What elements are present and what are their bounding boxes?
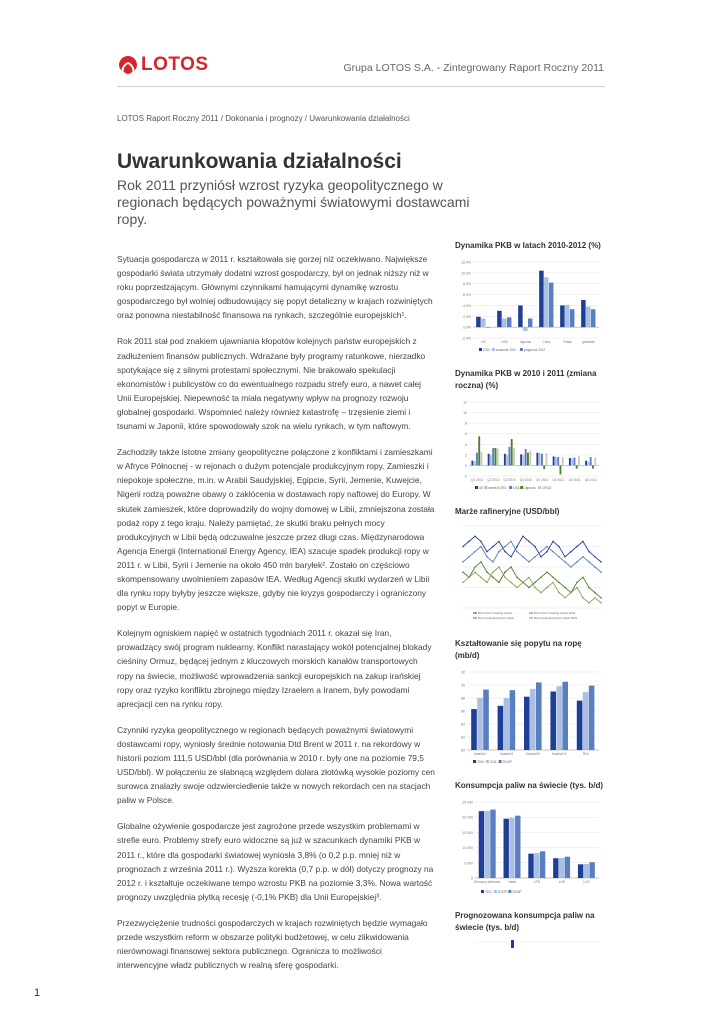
legend-label: Brent FCC Cracking margin xyxy=(478,611,513,615)
line-point xyxy=(486,556,488,558)
line-point xyxy=(468,541,470,543)
bar xyxy=(507,317,512,327)
bar xyxy=(528,854,533,878)
x-tick-label: Benzyny silnikowe xyxy=(474,880,501,884)
line-point xyxy=(510,582,512,584)
line-point xyxy=(546,571,548,573)
line-point xyxy=(600,597,602,599)
legend-label: 2010 xyxy=(477,760,485,764)
legend-label: 2012P xyxy=(497,890,508,894)
line-point xyxy=(510,556,512,558)
bar xyxy=(576,465,578,468)
line-point xyxy=(510,566,512,568)
line-point xyxy=(504,551,506,553)
bar xyxy=(562,457,564,465)
x-tick-label: Q1 2010 xyxy=(471,478,484,482)
report-title: Grupa LOTOS S.A. - Zintegrowany Raport Roczny 2011 xyxy=(343,62,604,74)
bar xyxy=(513,448,515,465)
line-point xyxy=(492,561,494,563)
legend-swatch xyxy=(479,348,482,351)
bar xyxy=(534,853,539,878)
y-tick-label: 5 000 xyxy=(464,861,473,866)
gdp-quarterly-chart xyxy=(455,396,605,492)
y-tick-label: 10 000 xyxy=(462,846,473,851)
gdp-2010-2012-chart xyxy=(455,256,605,354)
bar xyxy=(573,458,575,466)
x-tick-label: LHS xyxy=(558,880,565,884)
y-tick-label: 12,0% xyxy=(461,260,471,265)
y-tick-label: -2,0% xyxy=(461,336,471,341)
y-tick-label: 0 xyxy=(465,463,467,468)
x-tick-label: Q1 2011 xyxy=(536,478,549,482)
bar xyxy=(571,459,573,466)
bar xyxy=(476,453,478,466)
line-point xyxy=(600,561,602,563)
line-point xyxy=(546,546,548,548)
line-point xyxy=(564,597,566,599)
bar xyxy=(502,318,507,327)
bar xyxy=(555,457,557,465)
x-tick-label: Q3 2011 xyxy=(568,478,581,482)
line-point xyxy=(588,561,590,563)
bar xyxy=(492,448,494,465)
y-tick-label: 86 xyxy=(461,709,465,714)
line-point xyxy=(516,587,518,589)
line-point xyxy=(576,561,578,563)
x-tick-label: Q4 2010 xyxy=(519,478,532,482)
bar xyxy=(586,307,591,328)
line-point xyxy=(480,541,482,543)
bar xyxy=(577,701,583,750)
bar xyxy=(530,689,536,750)
line-point xyxy=(552,582,554,584)
x-tick-label: Rosja xyxy=(563,340,572,344)
y-tick-label: 0 xyxy=(471,876,473,881)
chart-title: Marże rafineryjne (USD/bbl) xyxy=(455,507,560,516)
bar xyxy=(540,851,545,878)
legend-swatch xyxy=(481,890,484,893)
bar xyxy=(497,449,499,466)
chart-title: Prognozowana konsumpcja paliw na świecie (tys. b/d) xyxy=(455,911,595,932)
line-point xyxy=(588,587,590,589)
lotos-logo[interactable] xyxy=(117,54,209,76)
line-point xyxy=(522,535,524,537)
line-point xyxy=(504,576,506,578)
chart-title: Konsumpcja paliw na świecie (tys. b/d) xyxy=(455,781,604,790)
line-point xyxy=(462,546,464,548)
bar xyxy=(578,864,583,878)
bar xyxy=(550,692,556,751)
x-tick-label: LCO xyxy=(583,880,590,884)
bar xyxy=(515,816,520,878)
x-tick-label: Q4 2011 xyxy=(584,478,597,482)
bar xyxy=(585,461,587,466)
y-tick-label: 4,0% xyxy=(463,303,471,308)
main-text xyxy=(117,252,435,984)
legend-label: 2011 xyxy=(485,890,492,894)
y-tick-label: 90 xyxy=(461,683,465,688)
bar xyxy=(523,327,528,331)
legend-label: Brent FCC Cracking margin 2010 xyxy=(534,611,576,615)
line-point xyxy=(504,571,506,573)
line-point xyxy=(486,582,488,584)
y-tick-label: 0,0% xyxy=(463,325,471,330)
line-point xyxy=(594,592,596,594)
line-point xyxy=(462,561,464,563)
bar xyxy=(528,318,533,327)
line-point xyxy=(486,571,488,573)
chart-title: Dynamika PKB w latach 2010-2012 (%) xyxy=(455,241,601,250)
paragraph: Zachodziły także istotne zmiany geopolityczne połączone z konfliktami i zamieszkami w Afryce Północnej - w rejonach o dużym potencjale produkcyjnym ropy. Zamieszki i niepokoje społeczne, m.in. w Arabii Saudyjskiej, Egipcie, Syrii, Jemenie, Kuwejcie, Nigerii rodzą poważne obawy o zakłócenia w dostawach ropy naftowej do Europy. W skutek zamieszek, które doprowadziły do wojny domowej w Libii, zmniejszona została podaż ropy z tego kraju. Należy pamiętać, że skutki braku pełnych mocy produkcyjnych w Libii będą odczuwalne jeszcze przez długi czas. Międzynarodowa Agencja Energii (International Energy Agency, IEA) szacuje spadek produkcji ropy w 2011 r. w Libii, Syrii i Jemenie na około 450 mln baryłek². Zostało on częściowo skompensowany uwolnieniem zapasów IEA. Według Agencji skutki wydarzeń w Libii dla rynku ropy byłyby jeszcze większe, gdyby nie kryzys gospodarczy i ograniczony popyt w Europie. xyxy=(117,447,435,613)
bar xyxy=(591,309,596,327)
line-point xyxy=(498,566,500,568)
bar xyxy=(581,300,586,327)
legend-swatch xyxy=(492,348,495,351)
bar xyxy=(498,706,504,750)
line-point xyxy=(480,546,482,548)
page-subtitle: Rok 2011 przyniósł wzrost ryzyka geopolitycznego w regionach będących poważnymi światowymi dostawcami ropy. xyxy=(117,177,470,227)
line-point xyxy=(534,587,536,589)
bar xyxy=(559,858,564,878)
legend-label: szacunki 2011 xyxy=(495,348,516,352)
bar xyxy=(511,940,514,948)
bar xyxy=(587,462,589,466)
paragraph: Sytuacja gospodarcza w 2011 r. kształtowała się gorzej niż oczekiwano. Największe gospodarki świata utrzymały dodatni wzrost gospodarczy, był on jednak niższy niż w roku poprzedzającym. Głównymi czynnikami hamującymi dynamikę wzrostu gospodarczego był wolniej odbudowujący się popyt detaliczny w krajach rozwiniętych oraz ponowna niestabilność finansowa na rynkach, szczególnie europejskich¹. xyxy=(117,254,433,321)
line-point xyxy=(558,556,560,558)
bar xyxy=(592,465,594,468)
line-point xyxy=(528,561,530,563)
bar xyxy=(504,454,506,466)
legend-label: Japonia xyxy=(524,486,536,490)
bar xyxy=(509,818,514,878)
line-point xyxy=(600,602,602,604)
line-point xyxy=(546,551,548,553)
legend-swatch xyxy=(520,486,523,489)
x-tick-label: Chiny xyxy=(542,340,551,344)
line-point xyxy=(552,541,554,543)
y-tick-label: 2 xyxy=(465,453,467,458)
line-point xyxy=(570,592,572,594)
y-tick-label: 20 000 xyxy=(462,815,473,820)
line-point xyxy=(570,551,572,553)
legend-swatch xyxy=(475,486,478,489)
forecast-consumption-chart xyxy=(455,938,605,948)
line-point xyxy=(522,582,524,584)
line-point xyxy=(474,551,476,553)
bar xyxy=(483,690,489,750)
legend-label: 2011 xyxy=(489,760,497,764)
paragraph: Kolejnym ogniskiem napięć w ostatnich tygodniach 2011 r. okazał się Iran, prowadzący swój program nuklearny. Konflikt narastający wokół potencjalnej blokady cieśniny Ormuz, będącej jednym z kluczowych morskich kanałów transportowych ropy na świecie, możliwość wprowadzenia sankcji europejskich na zakup irańskiej ropy oraz ryzyko konfliktu zbrojnego między Izraelem a Iranem, były powodami aprecjacji cen na rynku ropy. xyxy=(117,628,432,709)
line-point xyxy=(552,576,554,578)
bar xyxy=(589,862,594,878)
bar xyxy=(479,811,484,878)
line-point xyxy=(582,556,584,558)
bar xyxy=(495,448,497,465)
bar xyxy=(511,439,513,465)
line-point xyxy=(528,541,530,543)
line-point xyxy=(516,551,518,553)
legend-label: 2016P xyxy=(512,890,522,894)
bar xyxy=(497,311,502,327)
bar xyxy=(556,686,562,750)
refinery-margins-chart xyxy=(455,522,605,624)
y-tick-label: 25 000 xyxy=(462,800,473,805)
y-tick-label: 15 000 xyxy=(462,830,473,835)
line-point xyxy=(546,587,548,589)
bar xyxy=(565,857,570,878)
bar xyxy=(583,692,589,750)
bar xyxy=(590,457,592,465)
y-tick-label: 2,0% xyxy=(463,314,471,319)
bar xyxy=(525,449,527,465)
y-tick-label: 10 xyxy=(463,411,467,416)
legend-swatch xyxy=(494,890,497,893)
line-point xyxy=(516,576,518,578)
legend-swatch xyxy=(509,486,512,489)
line-point xyxy=(480,576,482,578)
legend-label: Brent Hydroskimming margin 2010 xyxy=(534,616,578,620)
x-tick-label: USA xyxy=(501,340,508,344)
line-point xyxy=(594,556,596,558)
bar xyxy=(476,317,481,327)
line-point xyxy=(474,535,476,537)
bar xyxy=(481,452,483,466)
legend-swatch xyxy=(538,486,541,489)
line-point xyxy=(534,556,536,558)
line-point xyxy=(492,546,494,548)
line-point xyxy=(498,582,500,584)
bar xyxy=(488,454,490,466)
series-line xyxy=(463,536,601,562)
y-tick-label: 8,0% xyxy=(463,282,471,287)
bar xyxy=(541,454,543,466)
line-point xyxy=(462,571,464,573)
bar xyxy=(527,453,529,466)
page-number: 1 xyxy=(34,987,41,999)
bar xyxy=(570,309,575,327)
legend-label: UE xyxy=(479,486,484,490)
line-point xyxy=(576,587,578,589)
bar xyxy=(539,453,541,466)
line-point xyxy=(534,546,536,548)
legend-swatch xyxy=(484,486,487,489)
line-point xyxy=(558,582,560,584)
bar xyxy=(565,305,570,327)
paragraph: Czynniki ryzyka geopolitycznego w regionach będących poważnymi światowymi dostawcami ropy, wyniosły średnie notowania Dtd Brent w 2011 r. na rekordowy w historii poziom 111,5 USD/bbl (dla porównania w 2010 r. były one na poziomie 79,5 USD/bbl). W połączeniu ze słabnącą względem dolara złotówką wysokie poziomy cen surowca znalazły swoje odzwierciedlenie także w nowych rekordach cen na stacjach paliw w Polsce. xyxy=(117,724,435,806)
line-point xyxy=(474,571,476,573)
bar xyxy=(584,864,589,878)
line-point xyxy=(564,587,566,589)
bar xyxy=(536,453,538,466)
line-point xyxy=(486,551,488,553)
bar xyxy=(518,305,523,327)
bar xyxy=(536,682,542,750)
legend-label: 2010 xyxy=(483,348,491,352)
oil-demand-chart xyxy=(455,666,605,766)
line-point xyxy=(558,592,560,594)
line-point xyxy=(492,576,494,578)
y-tick-label: 10,0% xyxy=(461,271,471,276)
y-tick-label: 88 xyxy=(461,696,465,701)
bar xyxy=(578,456,580,465)
bar xyxy=(529,451,531,466)
y-tick-label: 80 xyxy=(461,748,465,753)
line-point xyxy=(594,597,596,599)
bar xyxy=(485,811,490,878)
line-point xyxy=(582,541,584,543)
y-tick-label: 4 xyxy=(465,442,467,447)
bar xyxy=(504,819,509,878)
line-point xyxy=(522,556,524,558)
legend-swatch xyxy=(473,760,476,763)
x-tick-label: UE xyxy=(481,340,486,344)
line-point xyxy=(594,566,596,568)
x-tick-label: Kwartał II xyxy=(499,752,514,756)
line-point xyxy=(468,576,470,578)
paragraph: Rok 2011 stał pod znakiem ujawniania kłopotów kolejnych państw europejskich z zadłużeniem finansów publicznych. Wdrażane były programy ratunkowe, nierzadko spotykające się z silnymi protestami społecznymi. Nie brakowało spekulacji ekonomistów i publicystów co do ewentualnego rozpadu strefy euro, a nawet całej Unii Europejskiej. Niepewność ta miała negatywny wpływ na prognozy rozwoju globalnej gospodarki. Wspomnieć należy również katastrofę – trzęsienie ziemi i tsunami w Japonii, które spowodowały szok na wielu rynkach, w tym naftowym. xyxy=(117,336,426,432)
bar xyxy=(544,277,549,327)
line-point xyxy=(480,561,482,563)
charts-sidebar xyxy=(455,240,605,948)
bar xyxy=(543,465,545,469)
line-point xyxy=(540,592,542,594)
y-tick-label: 8 xyxy=(465,421,467,426)
legend-label: USA xyxy=(513,486,520,490)
line-point xyxy=(504,546,506,548)
line-point xyxy=(510,541,512,543)
bar xyxy=(478,436,480,465)
line-point xyxy=(540,551,542,553)
bar xyxy=(490,455,492,466)
line-point xyxy=(582,597,584,599)
y-tick-label: 12 xyxy=(463,400,467,405)
line-point xyxy=(498,551,500,553)
bar xyxy=(569,458,571,465)
bar xyxy=(539,271,544,327)
fuel-consumption-chart xyxy=(455,796,605,896)
page-title: Uwarunkowania działalności xyxy=(117,150,402,173)
y-tick-label: 92 xyxy=(461,670,465,675)
x-tick-label: Q3 2010 xyxy=(503,478,516,482)
line-point xyxy=(564,556,566,558)
line-point xyxy=(534,582,536,584)
line-point xyxy=(462,582,464,584)
line-point xyxy=(540,576,542,578)
bar xyxy=(560,465,562,474)
x-tick-label: globalnie xyxy=(582,340,595,344)
x-tick-label: Q2 2011 xyxy=(552,478,565,482)
y-tick-label: 82 xyxy=(461,735,465,740)
bar xyxy=(553,456,555,465)
x-tick-label: Q2 2010 xyxy=(487,478,500,482)
line-point xyxy=(528,576,530,578)
bar xyxy=(589,686,595,750)
line-point xyxy=(474,566,476,568)
header-divider xyxy=(117,86,605,87)
paragraph: Przezwyciężenie trudności gospodarczych w krajach rozwiniętych będzie wymagało przede wszystkim reform w obszarze polityki budżetowej, w celu zlikwidowania nierównowagi finansowej sektora publicznego. Ogranicza to możliwości interwencyjne władz publicznych w realną sferę gospodarki. xyxy=(117,917,428,971)
breadcrumb[interactable]: LOTOS Raport Roczny 2011 / Dokonania i prognozy / Uwarunkowania działalności xyxy=(117,114,410,123)
bar xyxy=(546,453,548,465)
line-point xyxy=(588,602,590,604)
chart-title: Dynamika PKB w 2010 i 2011 (zmiana roczna) (%) xyxy=(455,369,597,390)
x-tick-label: LPG xyxy=(533,880,541,884)
bar xyxy=(557,457,559,465)
y-tick-label: 6 xyxy=(465,432,467,437)
bar xyxy=(471,461,473,466)
chart-title: Kształtowanie się popytu na ropę (mb/d) xyxy=(455,639,582,660)
x-tick-label: Kwartał I xyxy=(473,752,487,756)
bar xyxy=(504,698,510,750)
y-tick-label: -2 xyxy=(463,474,467,479)
legend-label: Brent Hydroskimming margin xyxy=(478,616,515,620)
paragraph: Globalne ożywienie gospodarcze jest zagrożone przede wszystkim problemami w strefie euro. Problemy strefy euro widoczne są już w szacunkach dynamiki PKB w 2011 r., które dla gospodarki światowej wyniosła 3,8% (o 0,2 p.p. mniej niż w prognozach z września 2011 r.). Wyższa korekta (0,7 p.p. w dół) dotyczy prognozy na 2012 r. i kształtuje oczekiwane tempo wzrostu PKB na poziomie 3,3%. Nowa wartość prognozy uwzględnia płytką recesję (-0,1% PKB) dla Unii Europejskiej³. xyxy=(117,821,434,902)
bar xyxy=(553,858,558,878)
legend-swatch xyxy=(486,760,489,763)
line-point xyxy=(468,556,470,558)
line-point xyxy=(576,582,578,584)
line-point xyxy=(564,561,566,563)
bar xyxy=(490,810,495,878)
bar xyxy=(506,455,508,466)
bar xyxy=(510,690,516,750)
bar xyxy=(481,318,486,327)
line-point xyxy=(528,587,530,589)
x-tick-label: Kwartał IV xyxy=(552,752,567,756)
lotos-emblem-icon xyxy=(117,54,139,76)
legend-label: prognoza 2012 xyxy=(523,348,546,352)
x-tick-label: Kwartał III xyxy=(525,752,541,756)
bar xyxy=(477,698,483,750)
line-point xyxy=(570,566,572,568)
bar xyxy=(549,283,554,328)
legend-label: 2012P xyxy=(502,760,512,764)
line-point xyxy=(498,541,500,543)
bar xyxy=(486,327,491,328)
line-point xyxy=(540,556,542,558)
line-point xyxy=(552,551,554,553)
bar xyxy=(520,454,522,465)
y-tick-label: 84 xyxy=(461,722,465,727)
line-point xyxy=(600,571,602,573)
legend-label: OECD xyxy=(542,486,552,490)
bar xyxy=(594,458,596,466)
bar xyxy=(471,709,477,750)
brand-name: LOTOS xyxy=(141,54,209,75)
legend-swatch xyxy=(520,348,523,351)
line-point xyxy=(582,576,584,578)
bar xyxy=(524,697,530,750)
x-tick-label: Japonia xyxy=(519,340,532,344)
legend-label: strefa EURO xyxy=(488,486,507,490)
x-tick-label: Rok xyxy=(582,752,589,756)
bar xyxy=(562,682,568,750)
line-point xyxy=(588,551,590,553)
legend-swatch xyxy=(499,760,502,763)
legend-swatch xyxy=(508,890,511,893)
bar xyxy=(474,461,476,465)
bar xyxy=(560,305,565,327)
line-point xyxy=(558,546,560,548)
x-tick-label: Nafta xyxy=(508,880,517,884)
line-point xyxy=(492,571,494,573)
line-point xyxy=(516,546,518,548)
y-tick-label: 6,0% xyxy=(463,293,471,298)
bar xyxy=(508,447,510,466)
bar xyxy=(522,455,524,466)
line-point xyxy=(576,546,578,548)
